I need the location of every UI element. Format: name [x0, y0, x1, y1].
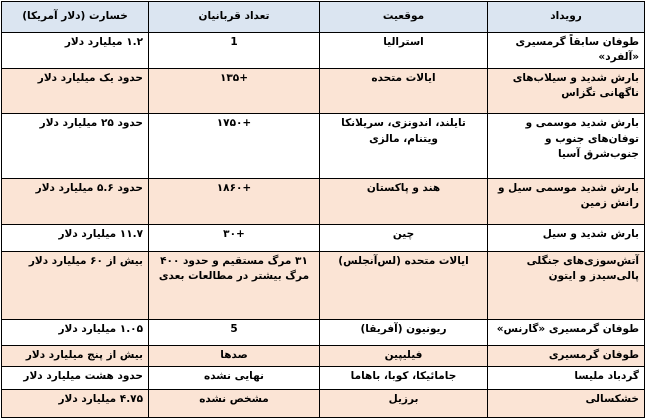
cell-loss: حدود ۲۵ میلیارد دلار: [2, 114, 149, 179]
cell-victims: نهایی نشده: [149, 367, 320, 389]
cell-victims: +۱۸۶۰: [149, 179, 320, 225]
table-row: [2, 114, 645, 179]
cell-event: بارش شدید و سیل: [488, 224, 645, 251]
table-row: [2, 367, 645, 389]
cell-loss: حدود یک میلیارد دلار: [2, 68, 149, 114]
header-victims: تعداد قربانیان: [149, 2, 320, 33]
cell-victims: مشخص نشده: [149, 389, 320, 417]
header-event: رویداد: [488, 2, 645, 33]
cell-location: ریونیون (آفریقا): [320, 319, 488, 345]
header-location: موقعیت: [320, 2, 488, 33]
cell-victims: 1: [149, 33, 320, 69]
cell-event: بارش شدید موسمی سیل و رانش زمین: [488, 179, 645, 225]
table-header-row: [2, 2, 645, 33]
cell-location: ایالات متحده: [320, 68, 488, 114]
cell-location: هند و پاکستان: [320, 179, 488, 225]
cell-event: بارش شدید موسمی و توفان‌های جنوب و جنوب‌شرق آسیا: [488, 114, 645, 179]
cell-event: طوفان گرمسیری «گارنس»: [488, 319, 645, 345]
cell-loss: ۴.۷۵ میلیارد دلار: [2, 389, 149, 417]
cell-event: بارش شدید و سیلاب‌های ناگهانی تگزاس: [488, 68, 645, 114]
header-loss: خسارت (دلار آمریکا): [2, 2, 149, 33]
table-row: [2, 68, 645, 114]
cell-loss: ۱۱.۷ میلیارد دلار: [2, 224, 149, 251]
table-row: [2, 346, 645, 367]
cell-event: طوفان سابقاً گرمسیری «آلفرد»: [488, 33, 645, 69]
cell-victims: صدها: [149, 346, 320, 367]
cell-event: خشکسالی: [488, 389, 645, 417]
cell-victims: +۱۷۵۰: [149, 114, 320, 179]
table-row: [2, 319, 645, 345]
cell-victims: 5: [149, 319, 320, 345]
table-row: [2, 389, 645, 417]
cell-location: چین: [320, 224, 488, 251]
cell-victims: ۳۱ مرگ مستقیم و حدود ۴۰۰ مرگ بیشتر در مطالعات بعدی: [149, 252, 320, 320]
cell-victims: +۳۰: [149, 224, 320, 251]
cell-location: تایلند، اندونزی، سریلانکا ویتنام، مالزی: [320, 114, 488, 179]
table-row: [2, 252, 645, 320]
cell-event: گردباد ملیسا: [488, 367, 645, 389]
table-row: [2, 224, 645, 251]
cell-location: برزیل: [320, 389, 488, 417]
table-row: [2, 179, 645, 225]
cell-loss: حدود هشت میلیارد دلار: [2, 367, 149, 389]
cell-location: جامائیکا، کوبا، باهاما: [320, 367, 488, 389]
cell-event: آتش‌سوزی‌های جنگلی پالی‌سیدز و ایتون: [488, 252, 645, 320]
cell-loss: ۱.۰۵ میلیارد دلار: [2, 319, 149, 345]
cell-event: طوفان گرمسیری: [488, 346, 645, 367]
cell-location: ایالات متحده (لس‌آنجلس): [320, 252, 488, 320]
cell-loss: ۱.۲ میلیارد دلار: [2, 33, 149, 69]
cell-location: فیلیپین: [320, 346, 488, 367]
cell-location: استرالیا: [320, 33, 488, 69]
disasters-table: [1, 1, 645, 418]
table-row: [2, 33, 645, 69]
cell-loss: بیش از پنج میلیارد دلار: [2, 346, 149, 367]
cell-victims: +۱۳۵: [149, 68, 320, 114]
cell-loss: بیش از ۶۰ میلیارد دلار: [2, 252, 149, 320]
cell-loss: حدود ۵.۶ میلیارد دلار: [2, 179, 149, 225]
